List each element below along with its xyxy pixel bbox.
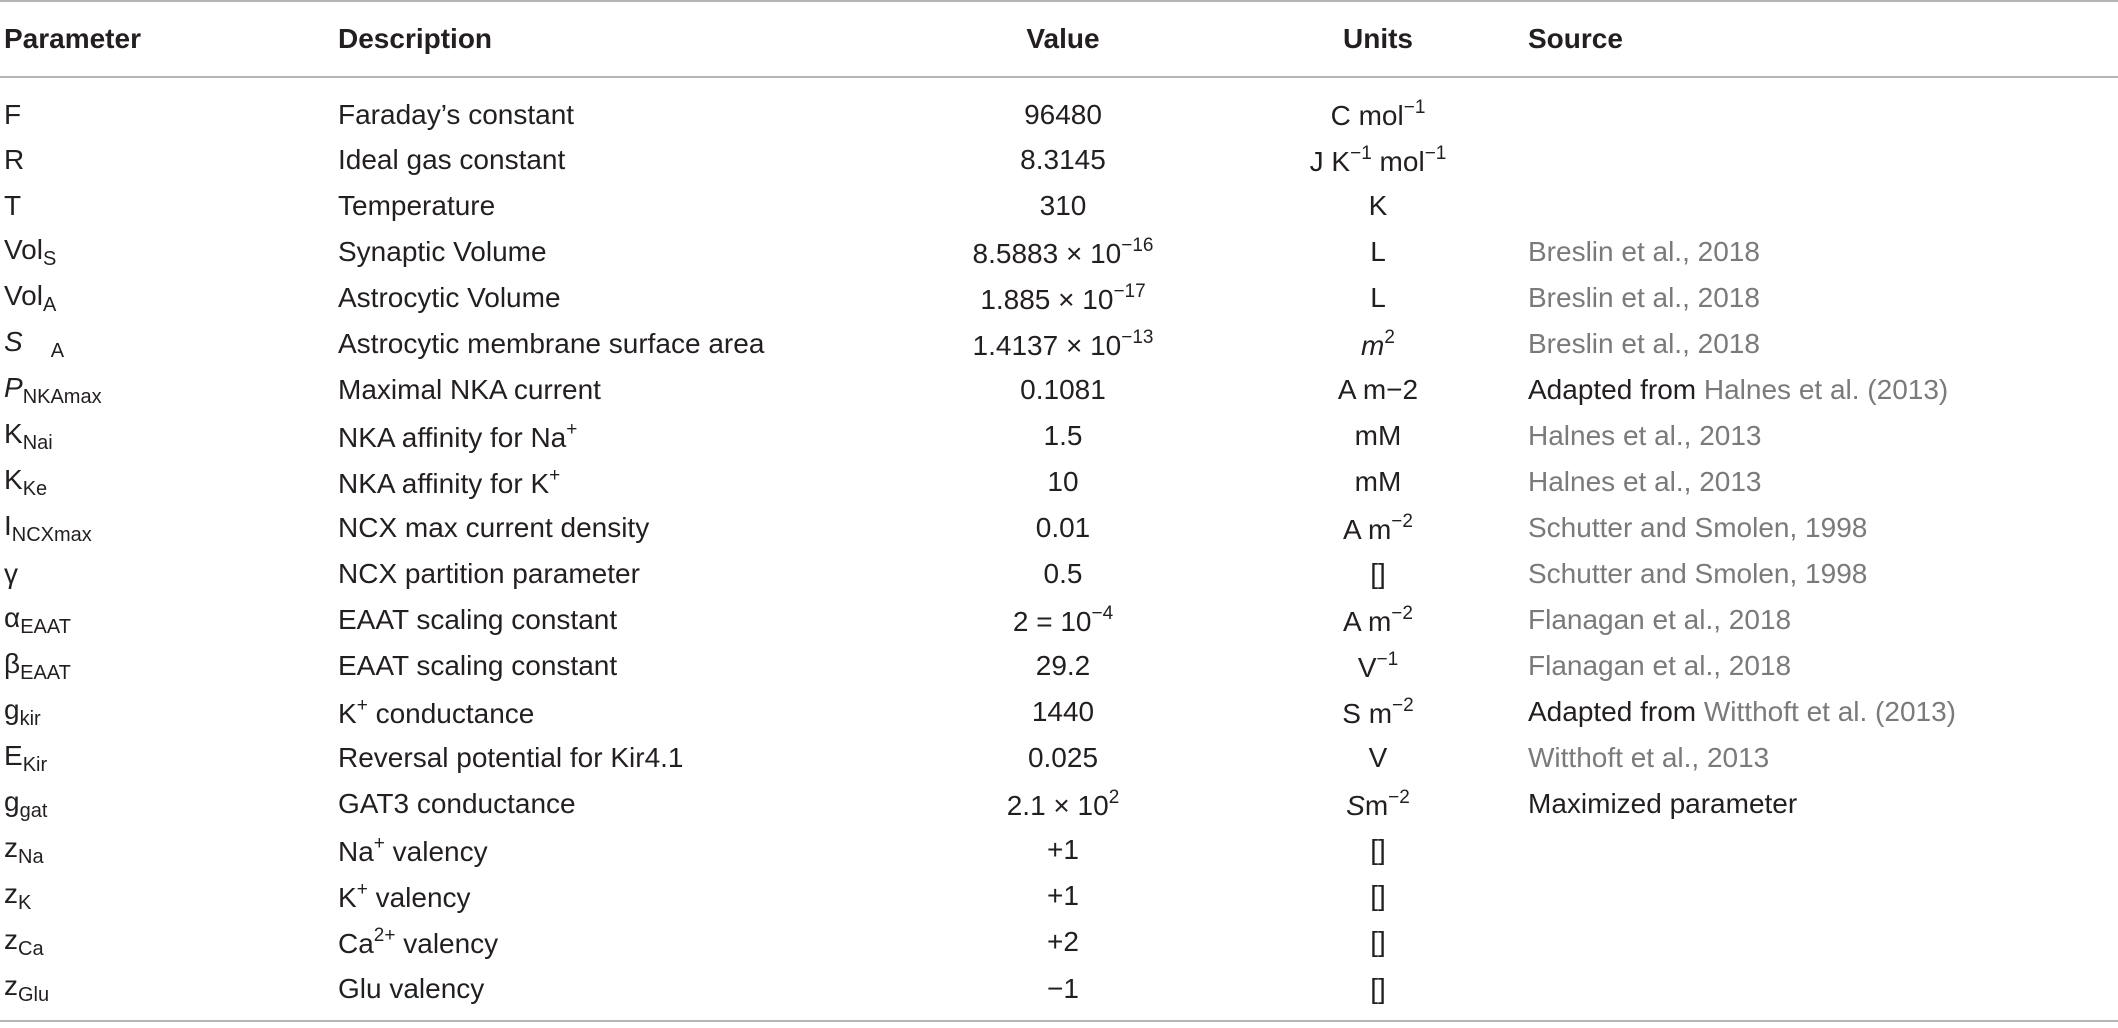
cell-source <box>1528 183 2118 229</box>
cell-value <box>898 413 1228 459</box>
value-exponent: −4 <box>1091 602 1114 624</box>
value-text: 10 <box>1047 466 1079 497</box>
source-citation-link: Breslin et al., 2018 <box>1528 236 1760 267</box>
table-row <box>0 643 2118 689</box>
cell-value <box>898 367 1228 413</box>
cell-source <box>1528 643 2118 689</box>
units-text: A m <box>1343 605 1392 637</box>
description-text: Reversal potential for Kir4.1 <box>338 742 684 773</box>
header-description: Description <box>338 1 898 77</box>
source-citation-link: Halnes et al., 2013 <box>1528 466 1762 497</box>
cell-value <box>898 321 1228 367</box>
description-text: Na <box>338 835 374 867</box>
table-row <box>0 689 2118 735</box>
cell-value <box>898 919 1228 965</box>
parameter-subscript: S <box>42 247 57 270</box>
value-text: 0.5 <box>1043 558 1083 589</box>
table-row <box>0 137 2118 183</box>
cell-description <box>338 735 898 781</box>
parameter-symbol: E <box>4 739 23 771</box>
cell-parameter <box>0 551 338 597</box>
cell-parameter <box>0 919 338 965</box>
description-text: K <box>338 697 357 729</box>
header-units: Units <box>1228 1 1528 77</box>
description-text: K <box>338 881 357 913</box>
cell-value <box>898 827 1228 873</box>
parameter-subscript: Ke <box>22 477 48 500</box>
parameter-subscript: EAAT <box>20 661 71 684</box>
units-text: mM <box>1354 466 1402 497</box>
cell-source <box>1528 367 2118 413</box>
parameter-subscript: kir <box>19 707 41 730</box>
parameter-subscript: Kir <box>22 753 48 776</box>
cell-source <box>1528 551 2118 597</box>
source-citation-link: Breslin et al., 2018 <box>1528 282 1760 313</box>
parameter-subscript: gat <box>19 799 48 822</box>
value-text: 1.4137 × 10 <box>972 329 1122 361</box>
description-text: Synaptic Volume <box>338 236 547 267</box>
parameter-symbol: z <box>4 831 18 863</box>
value-text: +1 <box>1047 880 1079 911</box>
units-text: J K <box>1309 145 1351 177</box>
units-text: L <box>1370 236 1386 267</box>
description-text: NCX partition parameter <box>338 558 640 589</box>
cell-source <box>1528 873 2118 919</box>
cell-source <box>1528 413 2118 459</box>
cell-value <box>898 183 1228 229</box>
parameter-subscript: NKAmax <box>22 385 102 408</box>
table-body <box>0 77 2118 1021</box>
units-text: [] <box>1370 926 1386 957</box>
description-text: Glu valency <box>338 972 485 1004</box>
table-row <box>0 77 2118 137</box>
cell-parameter <box>0 505 338 551</box>
cell-value <box>898 229 1228 275</box>
cell-parameter <box>0 965 338 1021</box>
cell-units <box>1228 505 1528 551</box>
units-text: m <box>1364 789 1389 821</box>
units-superscript: −2 <box>1392 694 1414 716</box>
cell-value <box>898 689 1228 735</box>
cell-units <box>1228 459 1528 505</box>
value-text: 2 = 10 <box>1012 605 1092 637</box>
units-text: [] <box>1370 972 1386 1004</box>
units-text: A m <box>1343 513 1392 545</box>
parameter-symbol: g <box>4 693 20 725</box>
cell-value <box>898 873 1228 919</box>
cell-units <box>1228 367 1528 413</box>
value-text: 0.025 <box>1027 742 1099 773</box>
description-superscript: + <box>356 694 368 716</box>
table-row <box>0 321 2118 367</box>
value-exponent: −16 <box>1121 234 1154 256</box>
description-tail: valency <box>384 835 488 867</box>
table-row <box>0 183 2118 229</box>
cell-parameter <box>0 413 338 459</box>
parameter-subscript: NCXmax <box>11 523 92 546</box>
cell-parameter <box>0 873 338 919</box>
cell-value <box>898 551 1228 597</box>
cell-description <box>338 459 898 505</box>
cell-value <box>898 505 1228 551</box>
units-text-2: mol <box>1371 145 1425 177</box>
units-superscript: −2 <box>1391 602 1413 624</box>
cell-units <box>1228 229 1528 275</box>
units-text: S m <box>1342 697 1393 729</box>
parameter-symbol: z <box>4 877 18 909</box>
parameter-symbol: K <box>4 463 23 495</box>
cell-value <box>898 275 1228 321</box>
cell-description <box>338 183 898 229</box>
units-superscript: −2 <box>1388 786 1410 808</box>
value-text: 2.1 × 10 <box>1006 789 1109 821</box>
value-text: 0.01 <box>1035 512 1091 543</box>
parameter-symbol: F <box>4 98 22 130</box>
cell-source <box>1528 735 2118 781</box>
parameter-subscript: Na <box>18 845 44 868</box>
cell-parameter <box>0 827 338 873</box>
parameter-symbol: α <box>4 601 21 633</box>
value-text: +2 <box>1047 926 1079 957</box>
parameter-subscript: Ca <box>18 937 44 960</box>
cell-source <box>1528 965 2118 1021</box>
source-citation-link: Schutter and Smolen, 1998 <box>1528 512 1868 543</box>
value-exponent: −17 <box>1113 280 1146 302</box>
header-source: Source <box>1528 1 2118 77</box>
description-tail: conductance <box>367 697 535 729</box>
cell-units <box>1228 413 1528 459</box>
source-citation-link: Flanagan et al., 2018 <box>1528 650 1792 681</box>
cell-source <box>1528 827 2118 873</box>
description-tail: valency <box>395 927 499 959</box>
parameter-symbol: z <box>4 923 18 955</box>
description-text: Astrocytic Volume <box>338 282 561 313</box>
units-text: K <box>1368 190 1388 221</box>
cell-units <box>1228 183 1528 229</box>
description-superscript: + <box>356 878 368 900</box>
cell-description <box>338 137 898 183</box>
description-superscript: + <box>566 418 578 440</box>
description-text: Maximal NKA current <box>338 374 601 405</box>
description-text: EAAT scaling constant <box>338 604 618 635</box>
cell-description <box>338 965 898 1021</box>
value-exponent: 2 <box>1108 786 1120 808</box>
cell-parameter <box>0 183 338 229</box>
parameter-symbol: P <box>4 371 23 403</box>
description-text: NCX max current density <box>338 512 650 543</box>
units-superscript-2: −1 <box>1424 142 1447 164</box>
cell-units <box>1228 275 1528 321</box>
cell-description <box>338 505 898 551</box>
cell-value <box>898 643 1228 689</box>
cell-source <box>1528 919 2118 965</box>
parameter-subscript: Nai <box>22 431 53 454</box>
description-text: Astrocytic membrane surface area <box>338 328 765 359</box>
value-text: −1 <box>1047 972 1079 1004</box>
value-text: 8.5883 × 10 <box>972 237 1122 269</box>
cell-source <box>1528 321 2118 367</box>
description-text: Ca <box>338 927 374 959</box>
description-tail: valency <box>367 881 471 913</box>
cell-units <box>1228 321 1528 367</box>
units-text: V <box>1357 651 1377 683</box>
cell-parameter <box>0 735 338 781</box>
cell-units <box>1228 827 1528 873</box>
value-text: 96480 <box>1024 98 1102 130</box>
cell-source <box>1528 597 2118 643</box>
value-text: 0.1081 <box>1020 374 1106 405</box>
cell-parameter <box>0 321 338 367</box>
cell-source <box>1528 229 2118 275</box>
cell-units <box>1228 689 1528 735</box>
cell-parameter <box>0 781 338 827</box>
units-text: [] <box>1370 558 1386 589</box>
table-row <box>0 459 2118 505</box>
cell-source <box>1528 77 2118 137</box>
cell-description <box>338 597 898 643</box>
cell-parameter <box>0 137 338 183</box>
parameter-symbol: z <box>4 970 18 1001</box>
cell-description <box>338 275 898 321</box>
cell-description <box>338 413 898 459</box>
value-text: 1440 <box>1031 696 1095 727</box>
parameter-symbol: Vol <box>4 233 43 265</box>
source-text: Adapted from <box>1528 696 1704 727</box>
cell-description <box>338 77 898 137</box>
value-text: 310 <box>1039 190 1087 221</box>
source-citation-link: Witthoft et al. (2013) <box>1703 696 1956 727</box>
cell-units <box>1228 551 1528 597</box>
parameter-symbol: R <box>4 144 25 175</box>
cell-value <box>898 137 1228 183</box>
units-text: m <box>1361 329 1385 361</box>
units-text: [] <box>1370 880 1386 911</box>
cell-description <box>338 321 898 367</box>
parameter-symbol: S <box>4 325 23 357</box>
table-row <box>0 735 2118 781</box>
parameter-subscript: K <box>18 891 32 914</box>
cell-description <box>338 781 898 827</box>
cell-parameter <box>0 367 338 413</box>
units-text: C mol <box>1330 100 1404 131</box>
cell-source <box>1528 505 2118 551</box>
cell-parameter <box>0 275 338 321</box>
cell-source <box>1528 689 2118 735</box>
table-header-row <box>0 1 2118 77</box>
table-row <box>0 827 2118 873</box>
description-superscript: + <box>373 832 385 854</box>
source-text: Maximized parameter <box>1528 788 1798 819</box>
cell-value <box>898 965 1228 1021</box>
cell-description <box>338 229 898 275</box>
value-exponent: −13 <box>1121 326 1154 348</box>
parameter-symbol: Vol <box>4 279 43 311</box>
value-text: 29.2 <box>1035 650 1091 681</box>
cell-units <box>1228 77 1528 137</box>
cell-parameter <box>0 77 338 137</box>
units-superscript: −2 <box>1391 510 1413 532</box>
table-row <box>0 965 2118 1021</box>
parameter-symbol: I <box>4 509 12 541</box>
cell-source <box>1528 275 2118 321</box>
value-text: 1.885 × 10 <box>980 283 1114 315</box>
cell-units <box>1228 735 1528 781</box>
description-text: NKA affinity for K <box>338 467 550 499</box>
table-row <box>0 367 2118 413</box>
value-text: +1 <box>1047 834 1079 865</box>
cell-parameter <box>0 597 338 643</box>
description-superscript: + <box>549 464 561 486</box>
cell-parameter <box>0 689 338 735</box>
table-row <box>0 551 2118 597</box>
value-text: 8.3145 <box>1020 144 1106 175</box>
cell-value <box>898 781 1228 827</box>
cell-units <box>1228 873 1528 919</box>
cell-units <box>1228 919 1528 965</box>
source-citation-link: Breslin et al., 2018 <box>1528 328 1760 359</box>
units-text: A m−2 <box>1337 374 1419 405</box>
description-text: Ideal gas constant <box>338 144 566 175</box>
cell-description <box>338 551 898 597</box>
units-text: L <box>1370 282 1386 313</box>
source-citation-link: Halnes et al., 2013 <box>1528 420 1762 451</box>
cell-value <box>898 459 1228 505</box>
parameter-symbol: T <box>4 190 22 221</box>
cell-description <box>338 689 898 735</box>
cell-units <box>1228 597 1528 643</box>
description-text: GAT3 conductance <box>338 788 576 819</box>
value-text: 1.5 <box>1043 420 1083 451</box>
parameter-symbol: γ <box>4 558 18 589</box>
table-row <box>0 413 2118 459</box>
description-text: NKA affinity for Na <box>338 421 567 453</box>
cell-value <box>898 77 1228 137</box>
source-citation-link: Witthoft et al., 2013 <box>1528 742 1770 773</box>
parameter-subscript: EAAT <box>20 615 71 638</box>
units-text: mM <box>1354 420 1402 451</box>
units-prefix: S <box>1346 789 1365 821</box>
cell-parameter <box>0 229 338 275</box>
header-parameter: Parameter <box>0 1 338 77</box>
cell-source <box>1528 781 2118 827</box>
parameter-subscript: A <box>42 293 57 316</box>
cell-description <box>338 919 898 965</box>
cell-description <box>338 827 898 873</box>
cell-value <box>898 735 1228 781</box>
cell-description <box>338 643 898 689</box>
table-row <box>0 919 2118 965</box>
units-superscript: −1 <box>1403 97 1426 118</box>
cell-parameter <box>0 643 338 689</box>
units-text: V <box>1368 742 1388 773</box>
description-text: Faraday’s constant <box>338 98 575 130</box>
cell-source <box>1528 137 2118 183</box>
table-row <box>0 873 2118 919</box>
cell-description <box>338 367 898 413</box>
cell-source <box>1528 459 2118 505</box>
parameter-subscript: A <box>50 339 65 362</box>
table-row <box>0 597 2118 643</box>
cell-description <box>338 873 898 919</box>
table-row <box>0 505 2118 551</box>
header-value: Value <box>898 1 1228 77</box>
parameter-symbol: g <box>4 785 20 817</box>
source-citation-link: Schutter and Smolen, 1998 <box>1528 558 1868 589</box>
description-text: Temperature <box>338 190 496 221</box>
units-superscript: 2 <box>1384 326 1395 348</box>
units-superscript: −1 <box>1350 142 1372 164</box>
description-superscript: 2+ <box>373 924 396 946</box>
units-superscript: −1 <box>1376 648 1399 670</box>
cell-units <box>1228 643 1528 689</box>
table-row <box>0 781 2118 827</box>
source-citation-link: Flanagan et al., 2018 <box>1528 604 1792 635</box>
cell-units <box>1228 781 1528 827</box>
parameter-symbol: K <box>4 417 23 449</box>
cell-parameter <box>0 459 338 505</box>
cell-value <box>898 597 1228 643</box>
cell-units <box>1228 137 1528 183</box>
parameter-subscript: Glu <box>18 984 50 1006</box>
table-row <box>0 275 2118 321</box>
source-text: Adapted from <box>1528 374 1704 405</box>
source-citation-link: Halnes et al. (2013) <box>1703 374 1949 405</box>
table-row <box>0 229 2118 275</box>
description-text: EAAT scaling constant <box>338 650 618 681</box>
parameter-symbol: β <box>4 647 21 679</box>
cell-units <box>1228 965 1528 1021</box>
units-text: [] <box>1370 834 1386 865</box>
